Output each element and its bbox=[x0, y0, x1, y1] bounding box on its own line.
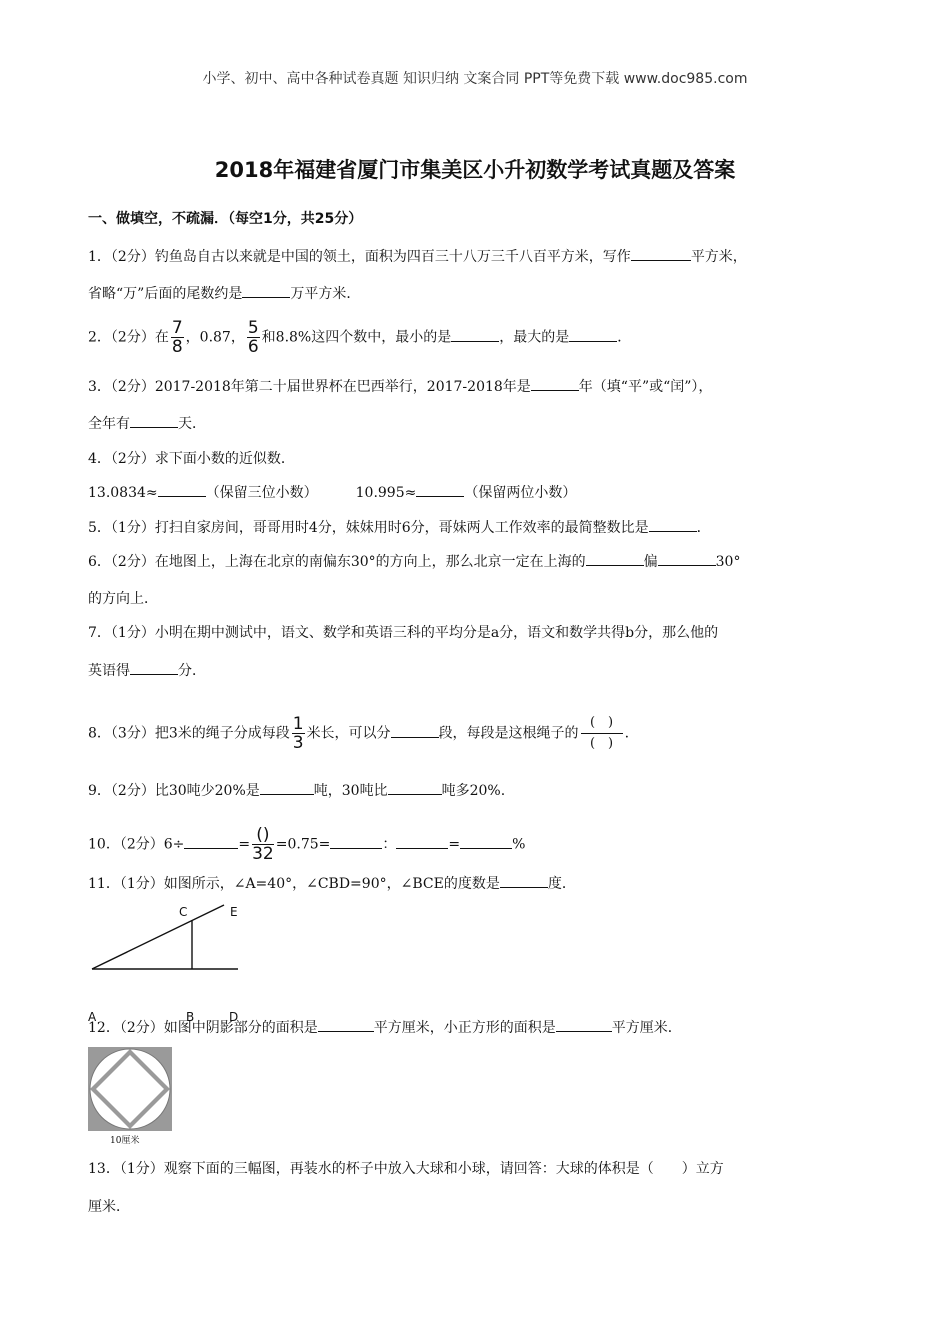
q2-text-c: 和8.8%这四个数中，最小的是 bbox=[261, 329, 452, 346]
q10-colon: ： bbox=[382, 836, 397, 853]
question-13-line1 bbox=[88, 1159, 724, 1179]
question-3-line1 bbox=[88, 376, 712, 397]
q4-item-2: 10.995≈ bbox=[355, 485, 417, 501]
q7-text: 7．（1分）小明在期中测试中，语文、数学和英语三科的平均分是a分，语文和数学共得b分，那么他的 bbox=[88, 625, 719, 641]
numerator: 1 bbox=[292, 714, 304, 734]
q1-text-d: 万平方米． bbox=[290, 286, 361, 302]
q13-text-b: 厘米． bbox=[88, 1199, 130, 1215]
q4-text: 4．（2分）求下面小数的近似数． bbox=[88, 451, 295, 467]
answer-blank[interactable] bbox=[531, 376, 579, 391]
q6-text-b: 偏 bbox=[643, 554, 658, 570]
q11-text-b: 度． bbox=[547, 876, 576, 892]
answer-blank[interactable] bbox=[242, 283, 290, 298]
q3-text: 3．（2分）2017-2018年第二十届世界杯在巴西举行，2017-2018年是 bbox=[88, 379, 531, 395]
q6-text-c: 30° bbox=[715, 554, 741, 570]
question-13-line2 bbox=[88, 1197, 130, 1217]
q12-text: 12．（2分）如图中阴影部分的面积是 bbox=[88, 1020, 318, 1036]
question-2 bbox=[88, 319, 631, 356]
q2-text-d: ，最大的是 bbox=[499, 329, 570, 346]
answer-blank[interactable] bbox=[500, 873, 548, 888]
section-heading: 一、做填空，不疏漏．（每空1分，共25分） bbox=[88, 211, 363, 227]
question-8 bbox=[88, 713, 629, 754]
q4-item-2-note: （保留两位小数） bbox=[464, 485, 577, 501]
q8-text-c: 段，每段是这根绳子的 bbox=[438, 725, 579, 742]
question-5 bbox=[88, 517, 711, 538]
label-c: C bbox=[179, 905, 188, 919]
q8-text-b: 米长，可以分 bbox=[306, 725, 391, 742]
answer-blank[interactable] bbox=[396, 834, 448, 849]
q6-text: 6．（2分）在地图上，上海在北京的南偏东30°的方向上，那么北京一定在上海的 bbox=[88, 554, 586, 570]
q9-text-c: 吨多20%. bbox=[441, 783, 506, 799]
answer-blank[interactable] bbox=[451, 327, 499, 342]
blank-fraction[interactable] bbox=[581, 713, 623, 754]
q1-text-c: 省略“万”后面的尾数约是 bbox=[88, 286, 243, 302]
shaded-square-figure bbox=[86, 1045, 172, 1150]
q3-text-d: 天． bbox=[178, 416, 206, 432]
question-3-line2 bbox=[88, 413, 206, 434]
fraction-7-8 bbox=[171, 319, 184, 356]
label-d: D bbox=[229, 1010, 239, 1024]
label-b: B bbox=[186, 1010, 195, 1024]
numerator: 5 bbox=[247, 318, 259, 338]
answer-blank[interactable] bbox=[586, 551, 644, 566]
answer-blank[interactable] bbox=[130, 660, 178, 675]
q8-text: 8．（3分）把3米的绳子分成每段 bbox=[88, 725, 290, 742]
q9-text: 9．（2分）比30吨少20%是 bbox=[88, 783, 260, 799]
q4-item-1: 13.0834≈ bbox=[88, 485, 158, 501]
page-title: 2018年福建省厦门市集美区小升初数学考试真题及答案 bbox=[214, 158, 736, 182]
q13-text: 13．（1分）观察下面的三幅图，再装水的杯子中放入大球和小球，请回答：大球的体积是（ ）立方 bbox=[88, 1161, 724, 1177]
answer-blank[interactable] bbox=[569, 327, 617, 342]
answer-blank[interactable] bbox=[130, 413, 178, 428]
question-11 bbox=[88, 873, 576, 894]
q4-item-1-note: （保留三位小数） bbox=[205, 485, 318, 501]
denominator: 3 bbox=[292, 733, 304, 753]
label-a: A bbox=[88, 1010, 97, 1024]
question-1-line2 bbox=[88, 283, 360, 304]
q7-text-b: 英语得 bbox=[88, 663, 130, 679]
q5-text-b: ． bbox=[696, 520, 711, 536]
q2-text: 2．（2分）在 bbox=[88, 329, 169, 346]
answer-blank[interactable] bbox=[260, 780, 314, 795]
square-circle-svg bbox=[88, 1047, 172, 1131]
q3-text-c: 全年有 bbox=[88, 416, 130, 432]
answer-blank[interactable] bbox=[330, 834, 382, 849]
site-header: 小学、初中、高中各种试卷真题 知识归纳 文案合同 PPT等免费下载 www.doc985.com bbox=[202, 71, 748, 87]
fraction-5-6 bbox=[247, 319, 260, 356]
question-4-items bbox=[88, 482, 576, 503]
denominator: 32 bbox=[252, 844, 274, 864]
question-7-line1 bbox=[88, 623, 718, 643]
answer-blank[interactable] bbox=[158, 482, 206, 497]
q10-text: 10．（2分）6÷ bbox=[88, 836, 185, 853]
answer-blank[interactable] bbox=[631, 246, 691, 261]
q10-percent: % bbox=[512, 836, 526, 853]
answer-blank[interactable] bbox=[658, 551, 716, 566]
line-ae bbox=[92, 905, 224, 969]
fraction-blank-32 bbox=[252, 826, 274, 863]
question-9 bbox=[88, 780, 505, 801]
q8-text-d: . bbox=[624, 725, 630, 742]
answer-blank[interactable] bbox=[416, 482, 464, 497]
q12-text-c: 平方厘米． bbox=[611, 1020, 682, 1036]
q1-text-b: 平方米， bbox=[690, 249, 747, 265]
figure-caption: 10厘米 bbox=[110, 1136, 140, 1146]
question-6-line1 bbox=[88, 551, 740, 572]
q7-text-c: 分． bbox=[178, 663, 206, 679]
numerator-blank[interactable]: ( ) bbox=[581, 713, 623, 734]
q11-text: 11．（1分）如图所示，∠A=40°，∠CBD=90°，∠BCE的度数是 bbox=[88, 876, 500, 892]
question-10 bbox=[88, 826, 525, 863]
answer-blank[interactable] bbox=[391, 723, 439, 738]
answer-blank[interactable] bbox=[556, 1017, 612, 1032]
question-12 bbox=[88, 1017, 682, 1038]
q6-text-d: 的方向上． bbox=[88, 591, 158, 607]
question-6-line2 bbox=[88, 589, 158, 609]
answer-blank[interactable] bbox=[460, 834, 512, 849]
denominator: 8 bbox=[171, 337, 183, 357]
question-4 bbox=[88, 449, 295, 469]
q2-text-b: ，0.87， bbox=[185, 329, 245, 346]
denominator: 6 bbox=[247, 337, 259, 357]
q3-text-b: 年（填“平”或“闰”）， bbox=[578, 379, 713, 395]
answer-blank[interactable] bbox=[388, 780, 442, 795]
q10-text-c: =0.75= bbox=[275, 836, 331, 853]
numerator: 7 bbox=[171, 318, 183, 338]
q10-eq2: = bbox=[448, 836, 461, 853]
numerator-blank[interactable]: () bbox=[252, 826, 274, 845]
denominator-blank[interactable]: ( ) bbox=[589, 736, 614, 751]
q5-text: 5．（1分）打扫自家房间，哥哥用时4分，妹妹用时6分，哥妹两人工作效率的最简整数比是 bbox=[88, 520, 649, 536]
q12-text-b: 平方厘米，小正方形的面积是 bbox=[373, 1020, 556, 1036]
q1-text: 1．（2分）钓鱼岛自古以来就是中国的领土，面积为四百三十八万三千八百平方米，写作 bbox=[88, 249, 631, 265]
q9-text-b: 吨，30吨比 bbox=[313, 783, 388, 799]
label-e: E bbox=[230, 905, 238, 919]
answer-blank[interactable] bbox=[649, 517, 697, 532]
q2-text-e: ． bbox=[617, 329, 632, 346]
fraction-1-3 bbox=[292, 715, 305, 752]
q10-eq: = bbox=[238, 836, 251, 853]
answer-blank[interactable] bbox=[318, 1017, 374, 1032]
answer-blank[interactable] bbox=[184, 834, 238, 849]
angle-figure bbox=[86, 900, 256, 1030]
question-7-line2 bbox=[88, 660, 206, 681]
question-1-line1 bbox=[88, 246, 747, 267]
